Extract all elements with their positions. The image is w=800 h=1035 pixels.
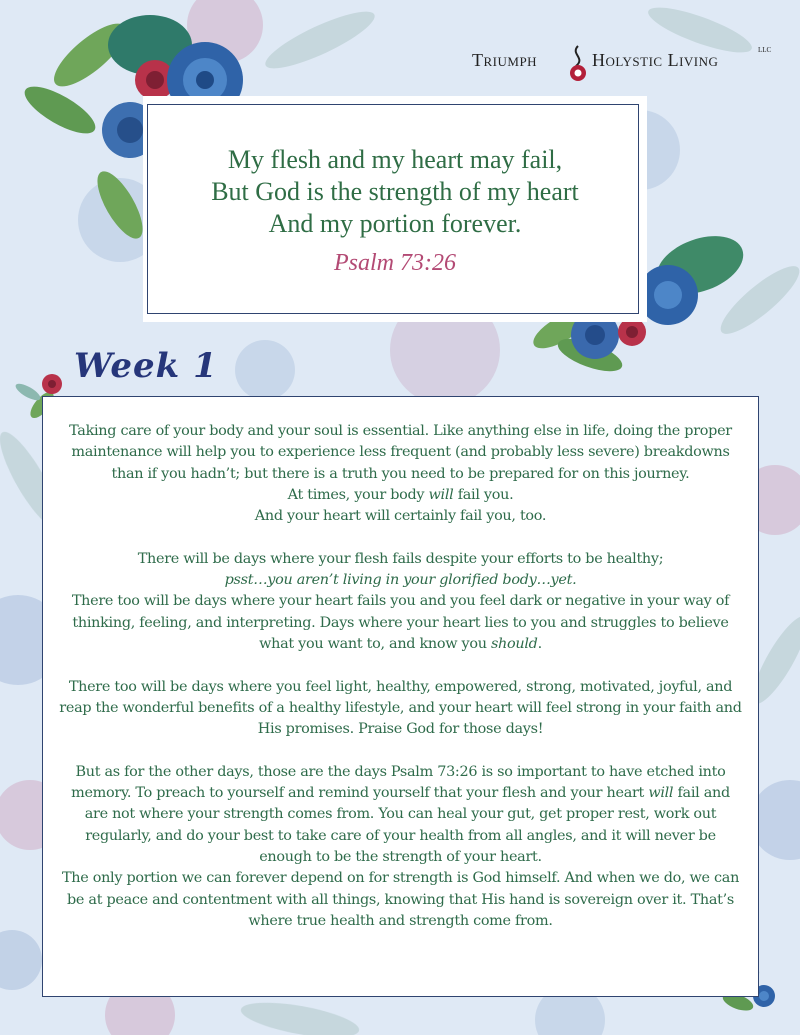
paragraph-psst (59, 570, 742, 591)
brand-name-part1: Triumph (472, 50, 538, 70)
paragraph-gap (59, 740, 742, 761)
text-run: . (537, 635, 542, 652)
emphasis-text: will (428, 486, 454, 503)
paragraph-gap (59, 655, 742, 676)
paragraph-good-days: There too will be days where you feel light, healthy, empowered, strong, motivated, joyful, and reap the wonderful benefits of a healthy lifestyle, and your heart will feel strong in your faith and His promises. Praise God for those days! (59, 678, 742, 738)
scripture-reference: Psalm 73:26 (334, 250, 456, 276)
text-run: fail you. (453, 486, 514, 503)
text-run: But as for the other days, those are the days Psalm 73:26 is so important to have etched into memory. To preach to yourself and remind yourself that your flesh and your heart (71, 763, 726, 802)
text-run: At times, your body (287, 486, 429, 503)
emphasis-text: should (490, 635, 538, 652)
emphasis-text: will (648, 785, 674, 802)
logo-mark-icon (566, 44, 590, 84)
quote-line-1: My flesh and my heart may fail, (227, 145, 563, 174)
devotional-card (42, 396, 759, 997)
paragraph-flesh-fails: There will be days where your flesh fails despite your efforts to be healthy; (137, 550, 664, 567)
scripture-quote (143, 144, 647, 240)
brand-suffix: LLC (758, 46, 772, 54)
week-title: Week 1 (74, 346, 218, 386)
paragraph-gap (59, 527, 742, 548)
quote-line-2: But God is the strength of my heart (211, 177, 579, 206)
text-run: fail and are not where your strength comes from. You can heal your gut, get proper rest, work out regularly, and do your best to take care of your health from all angles, and it will never be enough to be the strength of your heart. (84, 785, 730, 865)
paragraph-intro: Taking care of your body and your soul is essential. Like anything else in life, doing the proper maintenance will help you to experience less frequent (and probably less severe) breakdowns than if you hadn’t; but there is a truth you need to be prepared for on this journey. (69, 423, 732, 482)
quote-line-3: And my portion forever. (268, 209, 522, 238)
scripture-card (143, 96, 647, 322)
devotional-text (59, 421, 742, 932)
paragraph-heart-fail: And your heart will certainly fail you, too. (254, 508, 547, 525)
paragraph-other-days (59, 762, 742, 868)
paragraph-conclusion: The only portion we can forever depend on for strength is God himself. And when we do, we can be at peace and contentment with all things, knowing that His hand is sovereign over it. That’s where true health and strength come from. (61, 870, 740, 929)
brand-name-part2: Holystic Living (592, 50, 719, 70)
paragraph-body-fail (59, 485, 742, 506)
paragraph-heart-lies (59, 591, 742, 655)
emphasis-text: psst…you aren’t living in your glorified body…yet. (224, 572, 577, 589)
text-run: There too will be days where your heart fails you and you feel dark or negative in your way of thinking, feeling, and interpreting. Days where your heart lies to you and struggles to believe what you want to, and know you (71, 593, 730, 652)
brand-logo (472, 44, 772, 84)
